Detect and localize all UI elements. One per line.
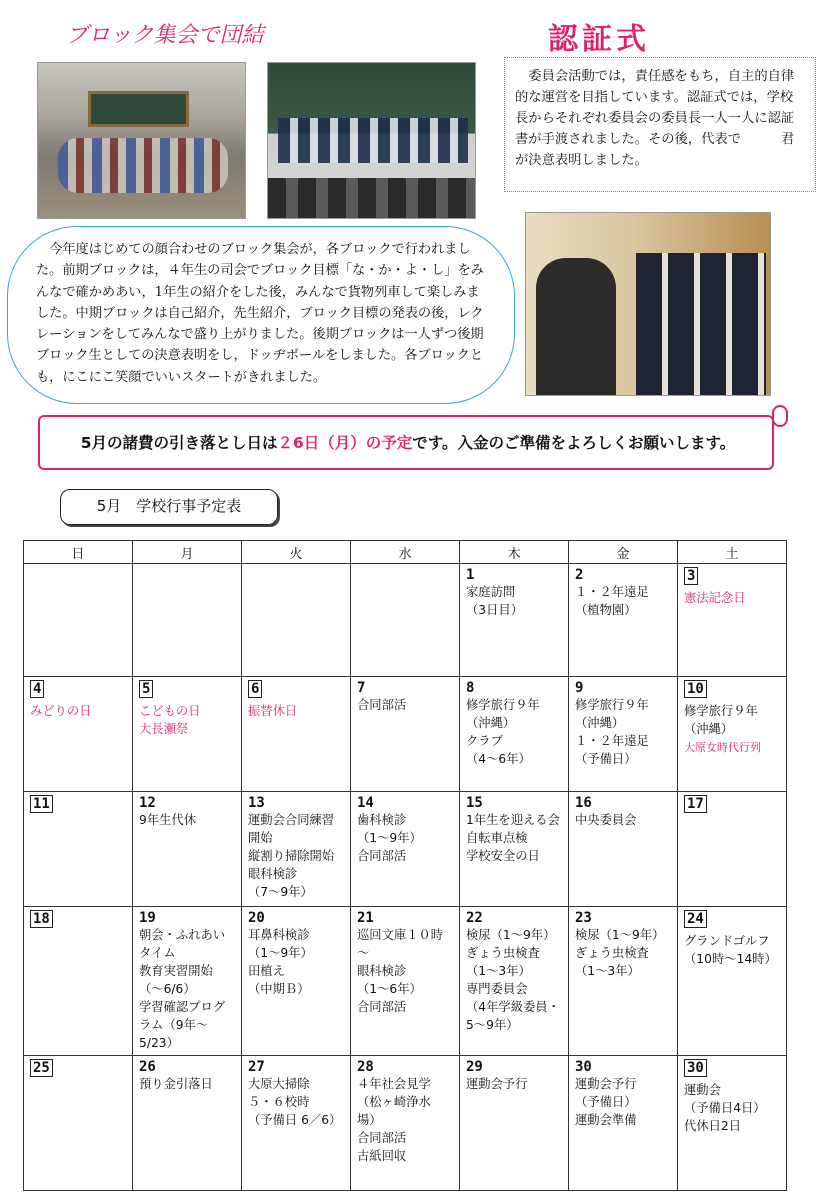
payment-notice-text: [40, 431, 776, 453]
day-events: １・２年遠足 （植物園）: [575, 585, 649, 617]
calendar-day-cell: [678, 1056, 787, 1191]
calendar-day-cell: [133, 564, 242, 677]
weekday-header: 木: [460, 541, 569, 564]
block-meeting-title: ブロック集会で団結: [66, 23, 264, 48]
day-number: 15: [466, 795, 483, 811]
notice-text-before: 5月の諸費の引き落とし日は: [80, 434, 278, 452]
day-number: 24: [684, 910, 707, 928]
payment-notice-banner: [38, 415, 774, 470]
day-number: 13: [248, 795, 265, 811]
calendar-day-cell: [133, 1056, 242, 1191]
day-number: 2: [575, 567, 584, 583]
calendar-day-cell: [351, 564, 460, 677]
calendar-day-cell: [133, 677, 242, 792]
calendar-day-cell: [242, 907, 351, 1056]
calendar-day-cell: [569, 677, 678, 792]
day-events: 9年生代休: [139, 813, 197, 827]
may-calendar: [23, 540, 787, 1191]
day-number: 9: [575, 680, 584, 696]
calendar-week-row: [24, 907, 787, 1056]
block-meeting-photo-gym: [37, 62, 246, 219]
calendar-day-cell: [460, 792, 569, 907]
banner-scroll-curl: [772, 405, 788, 427]
weekday-header: 水: [351, 541, 460, 564]
calendar-day-cell: [24, 677, 133, 792]
day-events: 検尿（1～9年） ぎょう虫検査 （1～3年）: [575, 928, 665, 978]
certificate-text-box: [504, 57, 816, 192]
calendar-day-cell: [569, 792, 678, 907]
day-events: 朝会・ふれあいタイム 教育実習開始 （～6/6） 学習確認プログラム（9年～5/23）: [139, 928, 226, 1050]
day-number: 12: [139, 795, 156, 811]
day-number: 11: [30, 795, 53, 813]
calendar-day-cell: [460, 1056, 569, 1191]
day-events: こどもの日 大長瀬祭: [139, 704, 201, 736]
day-number: 3: [684, 567, 698, 585]
calendar-week-row: [24, 1056, 787, 1191]
calendar-week-row: [24, 792, 787, 907]
calendar-day-cell: [678, 564, 787, 677]
calendar-day-cell: [242, 792, 351, 907]
weekday-header: 金: [569, 541, 678, 564]
day-number: 29: [466, 1059, 483, 1075]
schedule-title: 5月 学校行事予定表: [60, 489, 278, 525]
day-events: 大原大掃除 ５・６校時 （予備日 6／6）: [248, 1077, 342, 1127]
calendar-day-cell: [24, 564, 133, 677]
day-events: 憲法記念日: [684, 591, 746, 605]
day-number: 4: [30, 680, 44, 698]
day-events: 振替休日: [248, 704, 298, 718]
calendar-day-cell: [133, 792, 242, 907]
day-number: 28: [357, 1059, 374, 1075]
day-number: 7: [357, 680, 366, 696]
calendar-day-cell: [569, 1056, 678, 1191]
weekday-header: 土: [678, 541, 787, 564]
weekday-header: 日: [24, 541, 133, 564]
certificate-ceremony-photo: [525, 212, 771, 396]
day-number: 21: [357, 910, 374, 926]
day-number: 27: [248, 1059, 265, 1075]
calendar-day-cell: [460, 907, 569, 1056]
day-number: 25: [30, 1059, 53, 1077]
calendar-day-cell: [351, 1056, 460, 1191]
calendar-day-cell: [678, 907, 787, 1056]
day-events: 修学旅行９年 （沖縄） 大原女時代行列: [684, 704, 761, 754]
day-number: 19: [139, 910, 156, 926]
day-number: 26: [139, 1059, 156, 1075]
day-number: 18: [30, 910, 53, 928]
day-events: 運動会合同練習開始 縦割り掃除開始 眼科検診 （7～9年）: [248, 813, 335, 899]
calendar-day-cell: [678, 792, 787, 907]
day-events: 1年生を迎える会 自転車点検 学校安全の日: [466, 813, 560, 863]
day-events: 巡回文庫１０時～ 眼科検診 （1～6年） 合同部活: [357, 928, 444, 1014]
calendar-day-cell: [242, 677, 351, 792]
day-events: グランドゴルフ （10時～14時）: [684, 934, 777, 966]
block-meeting-photo-students: [267, 62, 476, 219]
calendar-day-cell: [242, 1056, 351, 1191]
weekday-header: 月: [133, 541, 242, 564]
day-events: 運動会 （予備日4日） 代休日2日: [684, 1083, 766, 1133]
calendar-week-row: [24, 564, 787, 677]
day-events: 運動会予行 （予備日） 運動会準備: [575, 1077, 637, 1127]
day-number: 1: [466, 567, 475, 583]
calendar-weekday-row: [24, 541, 787, 564]
day-number: 5: [139, 680, 153, 698]
block-meeting-text-bubble: [7, 226, 515, 404]
day-events: 検尿（1～9年） ぎょう虫検査 （1～3年） 専門委員会 （4年学級委員・5～9年）: [466, 928, 560, 1032]
day-number: 30: [684, 1059, 707, 1077]
day-number: 22: [466, 910, 483, 926]
day-number: 6: [248, 680, 262, 698]
day-events: 修学旅行９年 （沖縄） クラブ （4～6年）: [466, 698, 540, 766]
block-meeting-body: 今年度はじめての顔合わせのブロック集会が，各ブロックで行われました。前期ブロックは，４年生の司会でブロック目標「な・か・よ・し」をみんなで確かめあい，1年生の紹介をした後，みんなで貨物列車して楽しみました。中期ブロックは自己紹介，先生紹介，ブロック目標の発表の後，レクレーションをしてみんなで盛り上がりました。後期ブロックは一人ずつ後期ブロック生としての決意表明をし，ドッヂボールをしました。各ブロックとも，にこにこ笑顔でいいスタートがきれました。: [36, 242, 484, 385]
calendar-day-cell: [24, 792, 133, 907]
day-number: 16: [575, 795, 592, 811]
notice-text-after: です。入金のご準備をよろしくお願いします。: [412, 434, 736, 452]
calendar-day-cell: [351, 907, 460, 1056]
certificate-title: 認証式: [548, 22, 650, 57]
weekday-header: 火: [242, 541, 351, 564]
day-events: 中央委員会: [575, 813, 637, 827]
certificate-body: 委員会活動では，責任感をもち，自主的自律的な運営を目指しています。認証式では，学校長からそれぞれ委員会の委員長一人一人に認証書が手渡されました。その後，代表で 君が決意表明しました。: [515, 69, 795, 168]
day-events: 合同部活: [357, 698, 407, 712]
day-events: 修学旅行９年 （沖縄） １・２年遠足 （予備日）: [575, 698, 649, 766]
day-events: ４年社会見学 （松ヶ崎浄水場） 合同部活 古紙回収: [357, 1077, 431, 1163]
calendar-day-cell: [569, 907, 678, 1056]
calendar-day-cell: [460, 564, 569, 677]
calendar-day-cell: [133, 907, 242, 1056]
day-events: 預り金引落日: [139, 1077, 213, 1091]
calendar-day-cell: [24, 1056, 133, 1191]
calendar-day-cell: [460, 677, 569, 792]
day-number: 14: [357, 795, 374, 811]
day-number: 30: [575, 1059, 592, 1075]
calendar-day-cell: [351, 792, 460, 907]
calendar-day-cell: [569, 564, 678, 677]
calendar-day-cell: [24, 907, 133, 1056]
day-number: 17: [684, 795, 707, 813]
calendar-day-cell: [678, 677, 787, 792]
day-number: 8: [466, 680, 475, 696]
calendar-day-cell: [242, 564, 351, 677]
day-number: 23: [575, 910, 592, 926]
notice-date-highlight: ２6日（月）の予定: [277, 434, 413, 452]
calendar-day-cell: [351, 677, 460, 792]
calendar-week-row: [24, 677, 787, 792]
day-events: 歯科検診 （1～9年） 合同部活: [357, 813, 422, 863]
day-events: 家庭訪問 （3日目）: [466, 585, 524, 617]
day-number: 10: [684, 680, 707, 698]
day-events: みどりの日: [30, 704, 92, 718]
day-number: 20: [248, 910, 265, 926]
day-events: 耳鼻科検診 （1～9年） 田植え （中期Ｂ）: [248, 928, 313, 996]
day-events: 運動会予行: [466, 1077, 528, 1091]
